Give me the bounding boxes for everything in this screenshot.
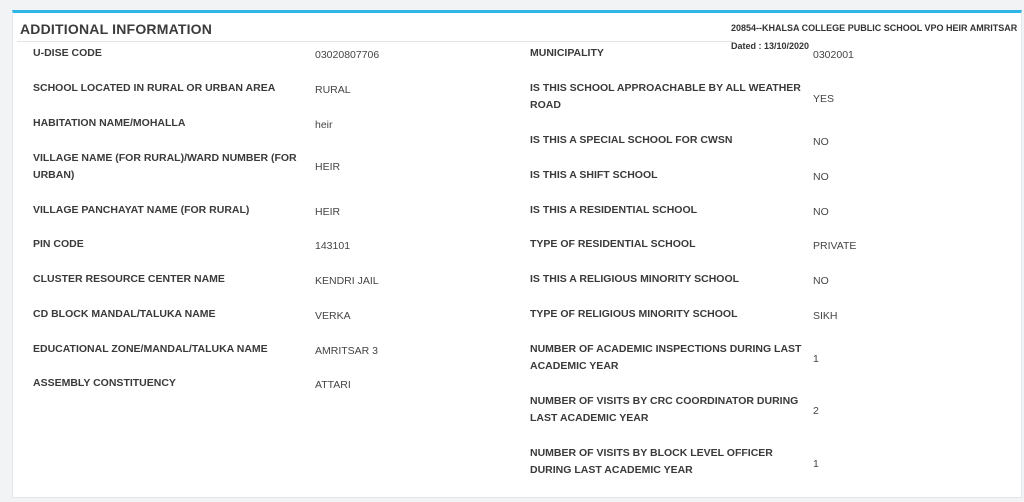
field-label-type-religious-minority: TYPE OF RELIGIOUS MINORITY SCHOOL xyxy=(530,308,738,320)
field-value-religious-minority-school: NO xyxy=(813,275,829,287)
field-value-block-officer-visits: 1 xyxy=(813,458,819,470)
field-value-academic-inspections: 1 xyxy=(813,353,819,365)
field-value-type-residential-school: PRIVATE xyxy=(813,240,857,252)
field-label-udise-code: U-DISE CODE xyxy=(33,47,102,59)
field-label-village-ward: VILLAGE NAME (FOR RURAL)/WARD NUMBER (FOR URBAN) xyxy=(33,152,297,181)
field-label-special-school-cwsn: IS THIS A SPECIAL SCHOOL FOR CWSN xyxy=(530,134,733,146)
additional-information-panel xyxy=(12,10,1022,498)
field-value-cd-block: VERKA xyxy=(315,310,351,322)
field-value-pin-code: 143101 xyxy=(315,240,351,252)
field-value-crc-visits: 2 xyxy=(813,405,819,417)
field-value-village-ward: HEIR xyxy=(315,161,341,173)
field-label-academic-inspections: NUMBER OF ACADEMIC INSPECTIONS DURING LAST ACADEMIC YEAR xyxy=(530,343,802,372)
panel-title: ADDITIONAL INFORMATION xyxy=(20,21,213,37)
field-label-all-weather-road: IS THIS SCHOOL APPROACHABLE BY ALL WEATHER ROAD xyxy=(530,82,801,111)
field-value-udise-code: 03020807706 xyxy=(315,49,380,61)
title-divider xyxy=(17,41,733,42)
field-label-religious-minority-school: IS THIS A RELIGIOUS MINORITY SCHOOL xyxy=(530,273,740,285)
field-label-rural-urban: SCHOOL LOCATED IN RURAL OR URBAN AREA xyxy=(33,82,276,94)
field-value-municipality: 0302001 xyxy=(813,49,854,61)
field-label-type-residential-school: TYPE OF RESIDENTIAL SCHOOL xyxy=(530,238,696,250)
field-value-rural-urban: RURAL xyxy=(315,84,351,96)
field-value-type-religious-minority: SIKH xyxy=(813,310,838,322)
dated-label: Dated : 13/10/2020 xyxy=(731,41,810,51)
field-label-cd-block: CD BLOCK MANDAL/TALUKA NAME xyxy=(33,308,216,320)
field-label-educational-zone: EDUCATIONAL ZONE/MANDAL/TALUKA NAME xyxy=(33,343,268,355)
school-name: 20854--KHALSA COLLEGE PUBLIC SCHOOL VPO HEIR AMRITSAR xyxy=(731,23,1018,33)
field-value-village-panchayat: HEIR xyxy=(315,206,341,218)
field-label-village-panchayat: VILLAGE PANCHAYAT NAME (FOR RURAL) xyxy=(33,204,250,216)
field-value-educational-zone: AMRITSAR 3 xyxy=(315,345,379,357)
field-value-all-weather-road: YES xyxy=(813,93,835,105)
field-label-assembly-constituency: ASSEMBLY CONSTITUENCY xyxy=(33,377,176,389)
field-label-shift-school: IS THIS A SHIFT SCHOOL xyxy=(530,169,658,181)
field-label-municipality: MUNICIPALITY xyxy=(530,47,604,59)
field-value-assembly-constituency: ATTARI xyxy=(315,379,351,391)
field-value-shift-school: NO xyxy=(813,171,829,183)
field-value-special-school-cwsn: NO xyxy=(813,136,829,148)
field-value-cluster-resource-center: KENDRI JAIL xyxy=(315,275,379,287)
field-value-residential-school: NO xyxy=(813,206,829,218)
field-label-pin-code: PIN CODE xyxy=(33,238,84,250)
field-label-cluster-resource-center: CLUSTER RESOURCE CENTER NAME xyxy=(33,273,225,285)
field-label-crc-visits: NUMBER OF VISITS BY CRC COORDINATOR DURING LAST ACADEMIC YEAR xyxy=(530,395,799,424)
field-label-habitation: HABITATION NAME/MOHALLA xyxy=(33,117,186,129)
field-label-residential-school: IS THIS A RESIDENTIAL SCHOOL xyxy=(530,204,698,216)
field-value-habitation: heir xyxy=(315,119,333,131)
field-label-block-officer-visits: NUMBER OF VISITS BY BLOCK LEVEL OFFICER DURING LAST ACADEMIC YEAR xyxy=(530,447,773,476)
